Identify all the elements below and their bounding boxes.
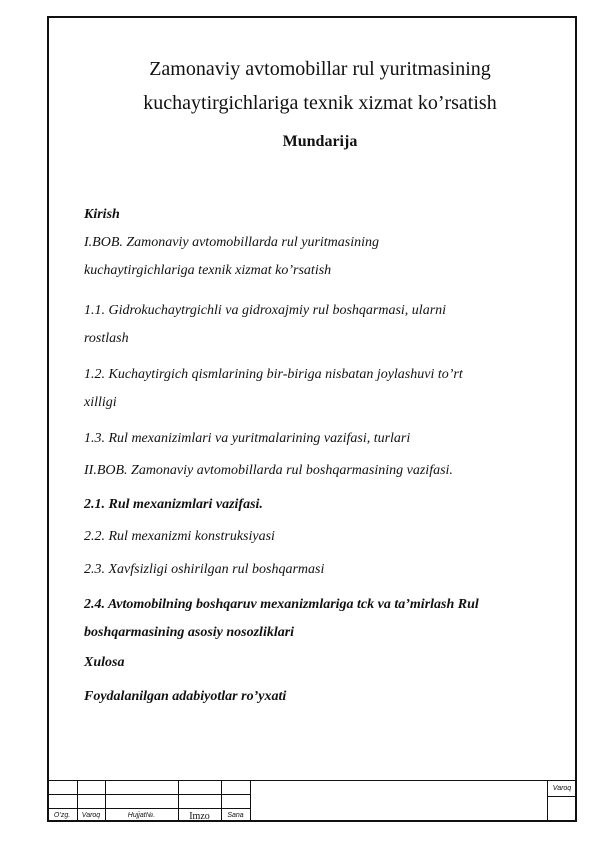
stamp-label-varoq: Varoq bbox=[81, 812, 101, 819]
stamp-label-ozg: O’zg. bbox=[53, 812, 71, 819]
toc-item: 2.2. Rul mexanizmi konstruksiyasi bbox=[84, 529, 275, 544]
stamp-label-imzo: Imzo bbox=[189, 811, 210, 822]
stamp-label-page-varoq: Varoq bbox=[552, 785, 572, 792]
title-line-1: Zamonaviy avtomobillar rul yuritmasining bbox=[149, 58, 491, 80]
stamp-label-hujjat: Hujjat№. bbox=[127, 812, 156, 819]
title-line-2: kuchaytirgichlariga texnik xizmat ko’rsatish bbox=[143, 92, 497, 114]
toc-item: 2.1. Rul mexanizmlari vazifasi. bbox=[84, 497, 263, 512]
toc-item: xilligi bbox=[84, 395, 117, 410]
stamp-label-sana: Sana bbox=[227, 812, 244, 819]
document-title bbox=[60, 52, 580, 120]
toc-item: 2.3. Xavfsizligi oshirilgan rul boshqarmasi bbox=[84, 562, 325, 577]
toc-item: I.BOB. Zamonaviy avtomobillarda rul yuritmasining bbox=[84, 235, 380, 250]
stamp-row-line bbox=[547, 796, 577, 797]
toc-item: 1.1. Gidrokuchaytrgichli va gidroxajmiy rul boshqarmasi, ularni bbox=[84, 303, 447, 318]
stamp-col-line bbox=[250, 780, 251, 822]
toc-item: II.BOB. Zamonaviy avtomobillarda rul boshqarmasining vazifasi. bbox=[84, 463, 453, 478]
toc-item: rostlash bbox=[84, 331, 129, 346]
toc-item: kuchaytirgichlariga texnik xizmat ko’rsatish bbox=[84, 263, 332, 278]
toc-item: 2.4. Avtomobilning boshqaruv mexanizmlariga tck va ta’mirlash Rul bbox=[84, 597, 479, 612]
toc-item: boshqarmasining asosiy nosozliklari bbox=[84, 625, 295, 640]
toc-item: Foydalanilgan adabiyotlar ro’yxati bbox=[84, 689, 287, 704]
toc-item: Kirish bbox=[84, 207, 120, 222]
toc-item: 1.2. Kuchaytirgich qismlarining bir-biriga nisbatan joylashuvi to’rt bbox=[84, 367, 463, 382]
toc-item: Xulosa bbox=[84, 655, 125, 670]
toc-item: 1.3. Rul mexanizimlari va yuritmalarining vazifasi, turlari bbox=[84, 431, 411, 446]
title-block-stamp bbox=[47, 780, 577, 822]
stamp-top-line bbox=[47, 780, 577, 781]
toc-heading: Mundarija bbox=[282, 133, 358, 150]
